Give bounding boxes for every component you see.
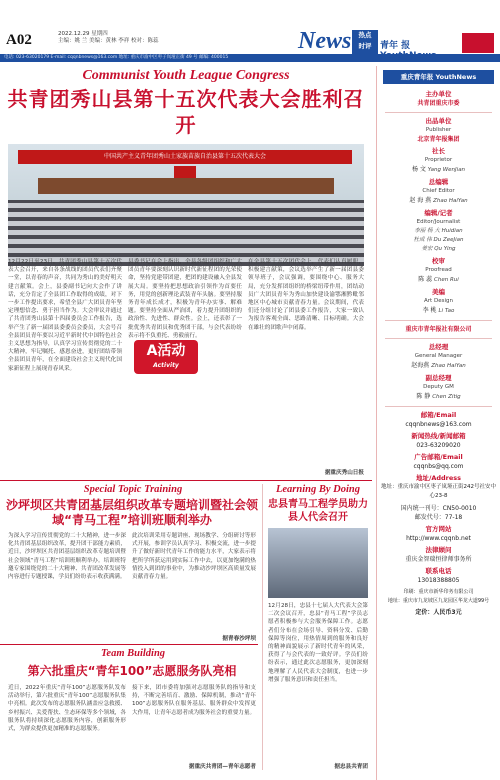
decorative-flag-icon (462, 33, 494, 53)
page-number: A02 (6, 32, 32, 48)
special-col-1: 为深入学习宣传贯彻党的二十大精神，进一步深化共青团基层组织改革，提升团干部能力素质，近日，沙坪坝区共青团基层组织改革专题培训暨社会领域“青马工程”培训班顺利举办。培训班特邀专家围绕党的二十大精神、共青团改革发展等内容进行专题授课，学员们纷纷表示收获满满。 (8, 533, 126, 581)
lead-headline: 共青团秀山县第十五次代表大会胜利召开 (7, 87, 365, 137)
learning-headline: 忠县青马工程学员助力县人代会召开 (268, 499, 368, 523)
learning-byline: 据忠县共青团 (334, 764, 368, 770)
address: 地址：重庆市渝中区枣子岚垭正街242号社安中心23-8 (381, 484, 496, 499)
section-divider (0, 480, 372, 481)
website-link[interactable]: http://www.cqqnb.net (406, 535, 471, 542)
ad-email-link[interactable]: cqqnbs@qq.com (413, 463, 464, 470)
date-line: 2022.12.29 星期四 主编：姚 兰 美编：黄林 李祥 校对：陈蕊 (58, 31, 159, 44)
cn-code: 国内统一刊号：CN50-0010 (400, 505, 477, 512)
lead-col-1: 12月22日至23日，共青团秀山县第十五次代表大会召开，来自各条战线的团员代表们齐聚一堂，以青春的声音，共同为秀山的美好明天建言献策。会上，县委副书记向大会作了讲话，充分肯定了全县团工作取得的成绩，对下一步工作提出要求，希望全县广大团员青年坚定理想信念、勇于担当作为。大会审议并通过了共青团秀山县第十四届委员会工作报告，选举产生了新一届团县委委员会委员，大会号召全县团员青年要以习近平新时代中国特色社会主义思想为指导，认真学习宣传贯彻党的二十大精神，牢记嘱托、感恩奋进，更好团结带领全县团员青年，在全面建设社会主义现代化国家新征程上展现青春风采。 (8, 259, 122, 372)
photo-banner: 中国共产主义青年团秀山土家族苗族自治县第十五次代表大会 (18, 150, 352, 164)
volunteer-photo (268, 528, 368, 598)
team-headline: 第六批重庆“青年100”志愿服务队亮相 (27, 664, 237, 678)
brand-logo: 青年 报 (380, 41, 411, 51)
audience (8, 200, 364, 266)
price: 定价：人民币3元 (415, 609, 462, 616)
email-link[interactable]: cqqnbnews@163.com (405, 421, 472, 428)
printer-info: 印刷：重庆市新华印务有限公司 地址：重庆市九龙坡区九龙园区华龙大道99号 (387, 589, 490, 604)
sponsor-label: 主办单位 (425, 90, 452, 98)
activity-stamp: A活动 Activity (134, 340, 198, 374)
team-col-2: 接下来，团市委将加强对志愿服务队的指导和支持，不断完善培育、激励、保障机制，推动“青年100”志愿服务队在服务基层、服务群众中发挥更大作用，让青年志愿者成为服务社会的重要力量。 (132, 685, 256, 716)
lead-col-3: 在全县第十五次团代会上，代表们认真履职，积极建言献策，会议选举产生了新一届团县委领导班子，会议强调，要围绕中心、服务大局，充分发挥团组织的桥梁纽带作用，团结动员广大团员青年为秀山加快建设渝鄂湘黔毗邻地区中心城市贡献青春力量。会议期间，代表们还分组讨论了团县委工作报告，大家一致认为报告客观全面、思路清晰、目标明确。大会在雄壮的团歌声中闭幕。 (248, 259, 364, 331)
contact-bar: 电话: 023-63020179 E-mail: cqqnbnews@163.com 地址: 重庆市渝中区枣子岚垭正街 49 号 邮编: 400015 (0, 54, 500, 62)
special-byline: 据青春沙坪坝 (222, 636, 256, 642)
hotline: 023-63209020 (416, 442, 461, 449)
stage (38, 178, 334, 194)
lead-col-2a: 县委书记在会上指出，全县各级团组织和广大团员青年要深刻认识新时代新征程团的光荣使命，坚持党建带团建，把团的建设融入全县发展大局。要坚持把思想政治引领作为首要任务，用党的创新理论武装青年头脑。要坚持服务青年成长成才，积极为青年办实事、解难题。要坚持全面从严治团，着力提升团组织的政治性、先进性、群众性。会上，还表彰了一批优秀共青团员和优秀团干部，与会代表纷纷表示将不负重托、勇毅前行。 (128, 259, 242, 338)
section-divider-2 (0, 644, 258, 645)
learning-col: 12月28日，忠县十七届人大代表大会第二次会议召开，忠县“青马工程”学员志愿者积极参与大会服务保障工作。志愿者们分布在会场引导、资料分发、后勤保障等岗位，用热情周到的服务和良好的精神面貌展示了新时代青年的风采，获得了与会代表的一致好评。学员们纷纷表示，通过此次志愿服务，更加深刻地理解了人民代表大会制度，也进一步增强了服务意识和责任担当。 (268, 603, 368, 683)
masthead-logo: 重庆青年报 YouthNews (383, 70, 494, 84)
news-logo: News (298, 28, 352, 54)
special-col-2: 此次培训采用专题讲座、现场教学、分组研讨等形式开展，参训学员认真学习、积极交流，进一步提升了做好新时代青年工作的能力水平，大家表示将把所学所获运用到实际工作中去，以更加饱满的热情投入到团的事业中，为推动沙坪坝区高质量发展贡献青春力量。 (132, 533, 256, 581)
lead-eng-title: Communist Youth League Congress (82, 68, 290, 83)
learning-eng-title: Learning By Doing (275, 484, 360, 495)
congress-photo (8, 144, 364, 266)
special-headline: 沙坪坝区共青团基层组织改革专题培训暨社会领域“青马工程”培训班顺利举办 (5, 498, 258, 527)
column-divider (262, 484, 263, 770)
team-byline: 据重庆共青团—青年志愿者 (188, 764, 256, 770)
masthead-sidebar: 重庆青年报 YouthNews 主办单位 共青团重庆市委 出品单位 Publisher 北京青年报集团 社长 Proprietor 杨 文 Yang WenJian 总编辑 Chief Editor 赵 海 燕 Zhao HaiYan 编辑/记者 Editor/Journalist 李丽 杨 大 Huidian 杜成 伟 Du ZeeJian 姜宏 Qu Ying 校审 Proofread 陈 蕊 Chen Rui 美编 Art Design 李 桃 Li Tao 重庆市青年报社有限公司 总经理 General Manager 赵海燕 Zhao HaiYan 副总经理 Deputy GM 陈 静 Chen Zitig 邮箱/Email cqqnbnews@163.com 新闻热线/新闻邮箱 023-63209020 广告邮箱/Email cqqnbs@qq.com 地址/Address 地址：重庆市渝中区枣子岚垭正街242号社安中心23-8 国内统一刊号：CN50-0010 邮发代号：77-18 官方网站 http://www.cqqnb.net 法律顾问 重庆金智瑞恒律师事务所 联系电话 13018388805 印刷：重庆市新华印务有限公司 地址：重庆市九龙坡区九龙园区华龙大道99号 定价：人民币3元 (376, 66, 500, 780)
section-tag: 热点 时评 (352, 30, 378, 54)
special-eng-title: Special Topic Training (83, 484, 183, 495)
page-header (0, 0, 500, 62)
team-eng-title: Team Building (100, 648, 166, 659)
sponsor: 共青团重庆市委 (417, 100, 460, 107)
team-col-1: 近日，2022年重庆“青年100”志愿服务队发布活动举行，第六批重庆“青年100”志愿服务队集中亮相。此次发布的志愿服务队涵盖应急救援、乡村振兴、关爱帮扶、生态环保等多个领域，各服务队将持续深化志愿服务内容，创新服务形式，为群众提供更加精准的志愿服务。 (8, 685, 126, 733)
lead-byline: 据重庆秀山日报 (324, 470, 364, 476)
publisher: 北京青年报集团 (417, 136, 460, 143)
main-content (0, 66, 372, 780)
company-name: 重庆市青年报社有限公司 (405, 326, 472, 333)
